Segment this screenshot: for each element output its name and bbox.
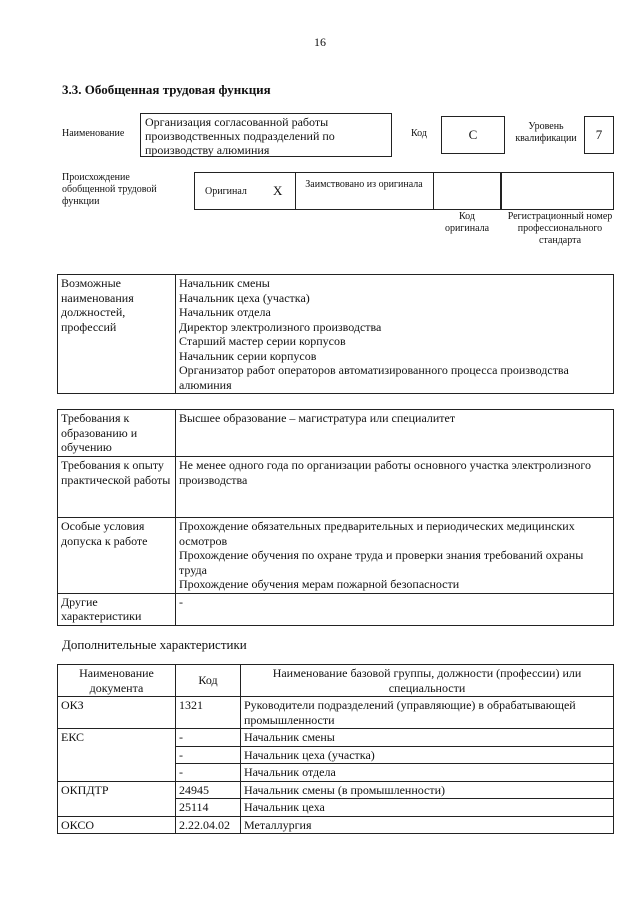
- original-label: Оригинал: [205, 186, 247, 197]
- position-item: Организатор работ операторов автоматизированного процесса производства алюминия: [179, 363, 569, 392]
- position-item: Начальник цеха (участка): [179, 290, 310, 305]
- additional-header-row: [58, 665, 614, 697]
- original-mark: X: [273, 183, 283, 198]
- code-cell: -: [176, 746, 241, 764]
- requirements-table: [57, 409, 614, 626]
- column-header: Наименование документа: [58, 665, 176, 697]
- name-cell: Начальник цеха (участка): [241, 746, 614, 764]
- function-name-value: Организация согласованной работы производственных подразделений по производству алюминия: [145, 115, 335, 157]
- requirement-label: Требования к опыту практической работы: [58, 457, 176, 518]
- name-cell: Начальник цеха: [241, 799, 614, 817]
- origin-box: [194, 172, 501, 210]
- requirement-label: Требования к образованию и обучению: [58, 410, 176, 457]
- table-row: [58, 816, 614, 834]
- requirement-value: -: [176, 593, 614, 625]
- origin-label: Происхождение обобщенной трудовой функции: [62, 172, 157, 207]
- position-item: Директор электролизного производства: [179, 319, 382, 334]
- code-cell: 2.22.04.02: [176, 816, 241, 834]
- name-cell: Металлургия: [241, 816, 614, 834]
- code-cell: -: [176, 729, 241, 747]
- column-header: Наименование базовой группы, должности (профессии) или специальности: [241, 665, 614, 697]
- additional-title: Дополнительные характеристики: [62, 637, 247, 652]
- positions-table: [57, 274, 614, 394]
- position-item: Начальник отдела: [179, 305, 271, 319]
- name-label: Наименование: [62, 128, 125, 139]
- requirement-value: Высшее образование – магистратура или специалитет: [176, 410, 614, 457]
- code-label: Код: [411, 128, 427, 139]
- origin-divider: [433, 173, 434, 209]
- level-value-box: [584, 116, 614, 154]
- section-title: 3.3. Обобщенная трудовая функция: [62, 82, 271, 97]
- requirement-row: [58, 518, 614, 594]
- name-cell: Руководители подразделений (управляющие) в обрабатывающей промышленности: [241, 697, 614, 729]
- origin-divider: [295, 173, 296, 209]
- position-item: Старший мастер серии корпусов: [179, 334, 346, 348]
- name-cell: Начальник отдела: [241, 764, 614, 782]
- doc-cell: ОКПДТР: [58, 781, 176, 816]
- reg-number-caption: Регистрационный номер профессионального стандарта: [507, 211, 613, 246]
- position-item: Начальник серии корпусов: [179, 348, 317, 363]
- requirement-row: [58, 457, 614, 518]
- column-header: Код: [176, 665, 241, 697]
- code-cell: -: [176, 764, 241, 782]
- position-item: Начальник смены: [179, 276, 270, 290]
- code-value-box: [441, 116, 505, 154]
- function-name-box: [140, 113, 392, 157]
- name-cell: Начальник смены (в промышленности): [241, 781, 614, 799]
- positions-list: [176, 275, 614, 394]
- doc-cell: ОКСО: [58, 816, 176, 834]
- table-row: [58, 697, 614, 729]
- doc-cell: ОКЗ: [58, 697, 176, 729]
- page-number: 16: [314, 35, 326, 49]
- requirement-label: Особые условия допуска к работе: [58, 518, 176, 594]
- positions-label: Возможные наименования должностей, профессий: [58, 275, 176, 394]
- requirement-value: Прохождение обязательных предварительных и периодических медицинских осмотров Прохождение обучения по охране труда и проверки знания требований охраны труда Прохождение обучения мерам пожарной безопасности: [176, 518, 614, 594]
- name-cell: Начальник смены: [241, 729, 614, 747]
- table-row: [58, 729, 614, 747]
- requirement-row: [58, 593, 614, 625]
- reg-number-box: [501, 172, 614, 210]
- requirement-label: Другие характеристики: [58, 593, 176, 625]
- code-cell: 1321: [176, 697, 241, 729]
- code-cell: 25114: [176, 799, 241, 817]
- level-value: 7: [595, 127, 603, 142]
- requirement-row: [58, 410, 614, 457]
- table-row: [58, 781, 614, 799]
- requirement-value: Не менее одного года по организации работы основного участка электролизного производства: [176, 457, 614, 518]
- level-label: Уровень квалификации: [515, 121, 577, 144]
- borrowed-label: Заимствовано из оригинала: [305, 179, 423, 190]
- additional-table: [57, 664, 614, 834]
- doc-cell: ЕКС: [58, 729, 176, 782]
- code-cell: 24945: [176, 781, 241, 799]
- positions-row: [58, 275, 614, 394]
- code-original-caption: Код оригинала: [444, 211, 490, 234]
- code-value: C: [468, 127, 478, 142]
